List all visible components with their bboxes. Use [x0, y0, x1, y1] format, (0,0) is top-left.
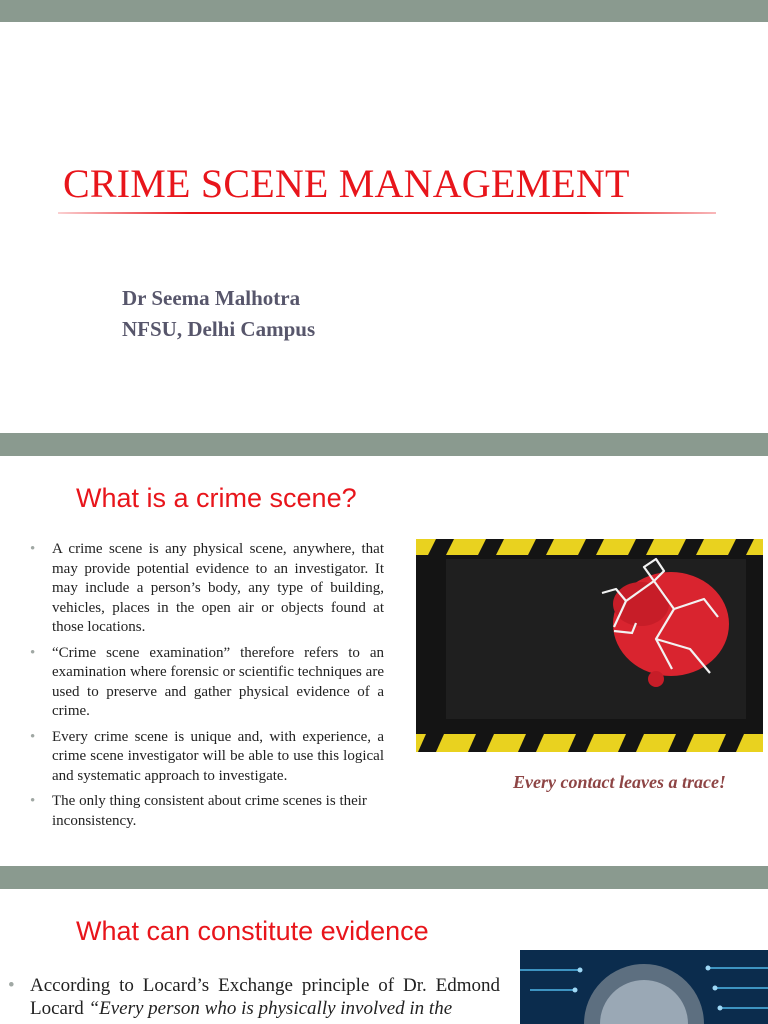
bullet-list — [30, 540, 384, 837]
crime-scene-image — [416, 539, 763, 752]
slide-2[interactable] — [0, 456, 768, 866]
bullet-icon: • — [30, 644, 36, 661]
digital-forensics-image — [520, 950, 768, 1024]
chalk-outline-icon — [416, 539, 763, 752]
list-item: • The only thing consistent about crime scenes is their inconsistency. — [30, 793, 367, 829]
list-item: • “Crime scene examination” therefore refers to an examination where forensic or scientific techniques are used to preserve and gather physical evidence of a crime. — [30, 644, 384, 719]
institution-name: NFSU, Delhi Campus — [122, 317, 316, 341]
list-item: • Every crime scene is unique and, with experience, a crime scene investigator will be able to use this logical and systematic approach to investigate. — [30, 728, 384, 784]
bullet-icon: • — [30, 541, 36, 557]
slide-1[interactable] — [0, 22, 768, 433]
slide-separator — [0, 866, 768, 889]
bullet-icon: • — [8, 975, 15, 996]
circuit-icon — [520, 950, 768, 1024]
slide-separator — [0, 433, 768, 456]
slide-title: What can constitute evidence — [76, 916, 429, 946]
bullet-icon: • — [30, 793, 36, 809]
slide-title: What is a crime scene? — [76, 483, 357, 513]
image-caption: Every contact leaves a trace! — [513, 772, 726, 792]
bullet-list — [8, 974, 500, 1024]
list-item: • A crime scene is any physical scene, anywhere, that may provide potential evidence to an investigator. It may include a person’s body, any type of building, vehicles, places in the open air or objects found at those locations. — [30, 541, 384, 635]
slide-3[interactable] — [0, 889, 768, 1024]
bullet-icon: • — [30, 728, 36, 745]
list-item: • According to Locard’s Exchange principle of Dr. Edmond Locard “Every person who is physically involved in the — [8, 975, 500, 1019]
slide-title: CRIME SCENE MANAGEMENT — [63, 161, 630, 206]
slide-separator-top — [0, 0, 768, 22]
author-name: Dr Seema Malhotra — [122, 286, 301, 310]
title-underline — [58, 212, 716, 214]
